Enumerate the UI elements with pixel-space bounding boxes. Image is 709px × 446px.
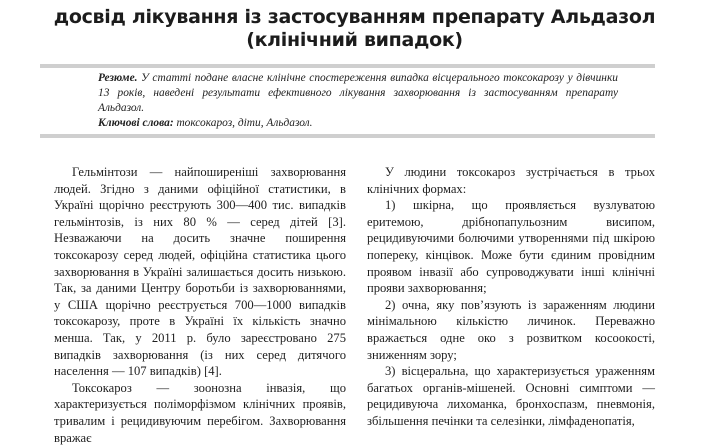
keywords-label: Ключові слова:	[98, 117, 174, 129]
title-line-1: досвід лікування із застосуванням препарату Альдазол	[53, 6, 656, 28]
title-line-2: (клінічний випадок)	[246, 29, 463, 51]
body-paragraph: Гельмінтози — найпоширеніші захворювання людей. Згідно з даними офіційної статистики, в Україні щорічно реєструють 300—400 тис. випадків гельмінтозів, із них 80 % — серед дітей [3]. Незважаючи на досить значне поширення токсокарозу серед людей, офіційна статистика цього захворювання в Україні залишається досить низькою. Так, за даними Центру боротьби із захворюваннями, у США щорічно реєструється 700—1000 випадків токсокарозу, проте в Україні їх кількість значно менша. Так, у 2011 р. було зареєстровано 275 випадків захворювання (із них серед дитячого населення — 107 випадків) [4].	[54, 165, 346, 379]
resume-text: У статті подане власне клінічне спостереження випадка вісцерального токсокарозу у дівчинки 13 років, наведені результати ефективного лікування захворювання із застосуванням препарату Альдазол.	[98, 72, 618, 114]
left-column	[54, 164, 346, 446]
list-item-skin-form: 1) шкірна, що проявляється вузлуватою еритемою, дрібнопапульозним висипом, рецидивуючими болючими утвореннями під шкірою попереку, кінцівок. Може бути єдиним провідним проявом інвазії або супроводжувати інші клінічні прояви захворювання;	[367, 198, 655, 296]
abstract-top-rule	[40, 64, 655, 68]
resume-paragraph	[98, 71, 618, 116]
abstract-bottom-rule	[40, 134, 655, 138]
keywords-text: токсокароз, діти, Альдазол.	[173, 117, 313, 129]
list-item-visceral-form: 3) вісцеральна, що характеризується ураженням багатьох органів-мішеней. Основні симптоми — рецидивуюча лихоманка, бронхоспазм, пневмонія, збільшення печінки та селезінки, лімфаденопатія,	[367, 364, 655, 428]
resume-label: Резюме.	[98, 72, 138, 84]
list-item-ocular-form: 2) очна, яку пов’язують із зараженням людини мінімальною кількістю личинок. Переважно вражається одне око з розвитком косоокості, зниженням зору;	[367, 297, 655, 362]
body-paragraph: У людини токсокароз зустрічається в трьох клінічних формах:	[367, 165, 655, 196]
right-column	[367, 164, 655, 430]
keywords-paragraph	[98, 116, 618, 131]
abstract-block	[98, 71, 618, 131]
body-paragraph: Токсокароз — зоонозна інвазія, що характеризується поліморфізмом клінічних проявів, тривалим і рецидивуючим перебігом. Захворювання вражає	[54, 380, 346, 445]
